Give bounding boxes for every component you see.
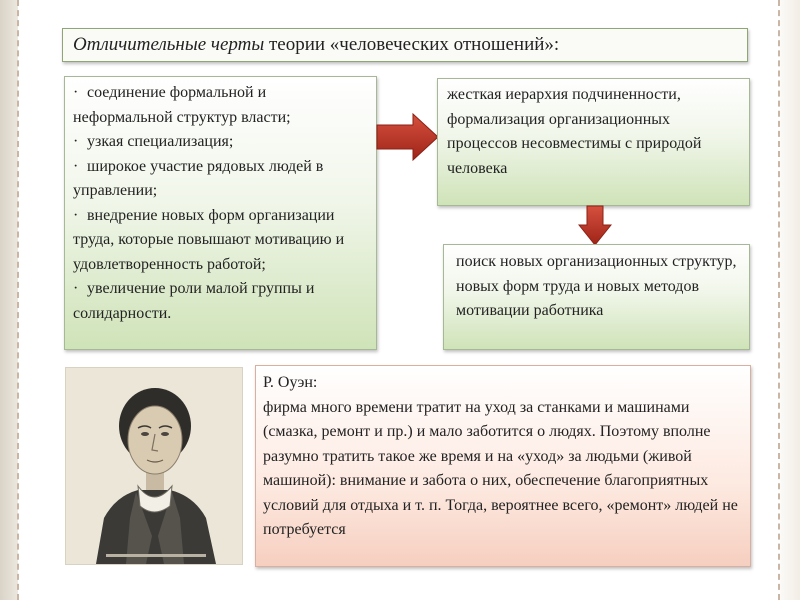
bullet-icon: · (73, 280, 79, 297)
search-new-structures-text: поиск новых организационных структур, новых форм труда и новых методов мотивации работника (456, 253, 737, 319)
list-item (73, 204, 368, 278)
bullet-icon: · (73, 206, 79, 224)
list-item (73, 81, 368, 130)
list-item-text: внедрение новых форм организации труда, которые повышают мотивацию и удовлетворенность работой; (73, 206, 345, 273)
bullet-icon: · (73, 157, 79, 175)
list-item (73, 277, 368, 326)
quote-text: фирма много времени тратит на уход за станками и машинами (смазка, ремонт и пр.) и мало заботится о людях. Поэтому вполне разумно тратить такое же время и на «уход» за людьми (живой машиной): внимание и забота о них, обеспечение благоприятных условий для отдыха и т. п. Тогда, вероятнее всего, «ремонт» людей не потребуется (263, 398, 738, 538)
quote-author: Р. Оуэн: (263, 374, 318, 391)
portrait-engraving (66, 368, 242, 564)
list-item-text: узкая специализация; (87, 133, 234, 150)
list-item (73, 130, 368, 155)
title-rest-part: теории «человеческих отношений»: (264, 34, 560, 55)
owen-portrait (65, 367, 243, 565)
right-decorative-band (780, 0, 800, 600)
bullet-icon: · (73, 133, 79, 150)
title-italic-part: Отличительные черты (73, 34, 265, 55)
search-new-structures-box (443, 244, 750, 350)
list-item-text: соединение формальной и неформальной структур власти; (73, 84, 291, 126)
list-item (73, 155, 368, 204)
right-stitch-line (778, 0, 780, 600)
list-item-text: увеличение роли малой группы и солидарности. (73, 280, 315, 322)
list-item-text: широкое участие рядовых людей в управлении; (73, 157, 324, 199)
bullet-icon: · (73, 84, 79, 101)
hierarchy-box (437, 78, 750, 206)
left-decorative-band (0, 0, 18, 600)
features-list (73, 81, 368, 326)
down-arrow-icon (578, 205, 612, 247)
features-box (64, 76, 377, 350)
owen-quote-box (255, 365, 751, 567)
slide-title (62, 28, 748, 62)
left-stitch-line (17, 0, 19, 600)
hierarchy-text: жесткая иерархия подчиненности, формализация организационных процессов несовместимы с природой человека (447, 86, 702, 177)
right-arrow-icon (375, 112, 441, 162)
